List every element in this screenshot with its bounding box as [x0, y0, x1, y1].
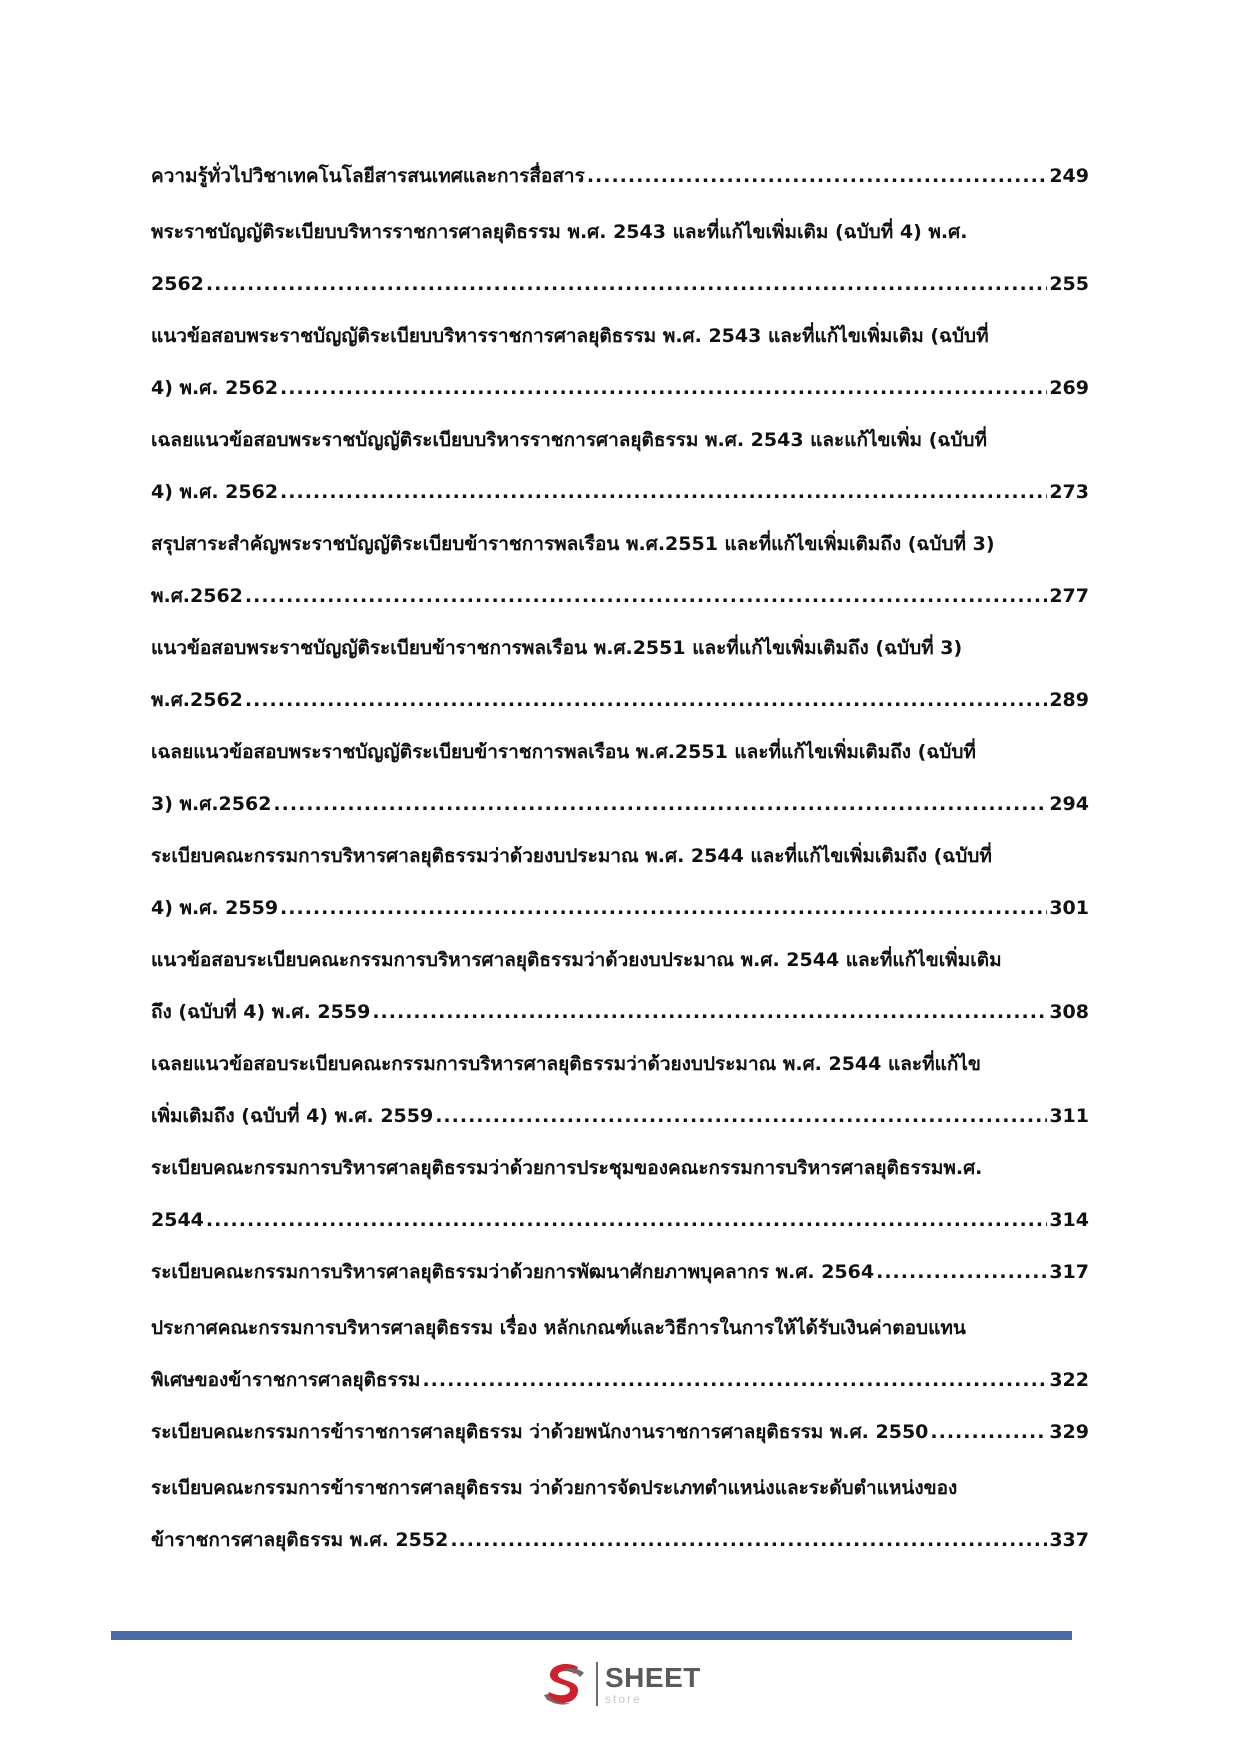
toc-entry-title-line: เฉลยแนวข้อสอบพระราชบัญญัติระเบียบบริหารราชการศาลยุติธรรม พ.ศ. 2543 และแก้ไขเพิ่ม (ฉบับที่: [151, 429, 987, 451]
toc-entry-title-line: 4) พ.ศ. 2559: [151, 897, 279, 919]
toc-entry[interactable]: [151, 726, 1089, 830]
toc-page-number: 277: [1049, 585, 1089, 607]
toc-entry-title-line: เฉลยแนวข้อสอบระเบียบคณะกรรมการบริหารศาลยุติธรรมว่าด้วยงบประมาณ พ.ศ. 2544 และที่แก้ไข: [151, 1053, 981, 1075]
toc-leader-dots: [280, 362, 1047, 414]
toc-leader-dots: [206, 258, 1047, 310]
logo-text: SHEET: [605, 1661, 701, 1693]
toc-entry[interactable]: [151, 1462, 1089, 1566]
toc-page-number: 273: [1049, 481, 1089, 503]
toc-entry-title-line: แนวข้อสอบระเบียบคณะกรรมการบริหารศาลยุติธรรมว่าด้วยงบประมาณ พ.ศ. 2544 และที่แก้ไขเพิ่มเติม: [151, 949, 1002, 971]
toc-entry-title-line: ระเบียบคณะกรรมการบริหารศาลยุติธรรมว่าด้วยการประชุมของคณะกรรมการบริหารศาลยุติธรรมพ.ศ.: [151, 1157, 983, 1179]
toc-leader-dots: [876, 1246, 1047, 1298]
toc-page-number: 314: [1049, 1209, 1089, 1231]
toc-page-number: 255: [1049, 273, 1089, 295]
toc-entry[interactable]: [151, 150, 1089, 204]
toc-leader-dots: [245, 570, 1047, 622]
toc-entry[interactable]: [151, 518, 1089, 622]
logo-separator: [596, 1662, 598, 1706]
sheet-store-logo: [540, 1656, 701, 1712]
toc-entry-title-line: พิเศษของข้าราชการศาลยุติธรรม: [151, 1369, 421, 1391]
toc-entry-title-line: 4) พ.ศ. 2562: [151, 377, 279, 399]
toc-entry-title-line: 3) พ.ศ.2562: [151, 793, 272, 815]
toc-page-number: 301: [1049, 897, 1089, 919]
toc-entry[interactable]: [151, 414, 1089, 518]
toc-entry[interactable]: [151, 1406, 1089, 1460]
toc-page-number: 329: [1049, 1421, 1089, 1443]
toc-page-number: 317: [1049, 1261, 1089, 1283]
toc-entry-title-line: 2562: [151, 273, 204, 295]
toc-leader-dots: [273, 778, 1047, 830]
logo-subtext: store: [605, 1691, 642, 1706]
toc-leader-dots: [206, 1194, 1047, 1246]
toc-page-number: 311: [1049, 1105, 1089, 1127]
toc-entry-title-line: พระราชบัญญัติระเบียบบริหารราชการศาลยุติธรรม พ.ศ. 2543 และที่แก้ไขเพิ่มเติม (ฉบับที่ 4) พ.ศ.: [151, 221, 968, 243]
toc-entry-title-line: เพิ่มเติมถึง (ฉบับที่ 4) พ.ศ. 2559: [151, 1105, 434, 1127]
toc-entry-title-line: ความรู้ทั่วไปวิชาเทคโนโลยีสารสนเทศและการสื่อสาร: [151, 165, 585, 187]
toc-page-number: 269: [1049, 377, 1089, 399]
toc-entry-title-line: ข้าราชการศาลยุติธรรม พ.ศ. 2552: [151, 1529, 449, 1551]
toc-entry[interactable]: [151, 1246, 1089, 1300]
toc-leader-dots: [930, 1406, 1047, 1458]
toc-entry[interactable]: [151, 1142, 1089, 1246]
toc-entry-title-line: ระเบียบคณะกรรมการข้าราชการศาลยุติธรรม ว่าด้วยพนักงานราชการศาลยุติธรรม พ.ศ. 2550: [151, 1421, 929, 1443]
toc-entry[interactable]: [151, 934, 1089, 1038]
toc-leader-dots: [280, 466, 1047, 518]
toc-entry[interactable]: [151, 206, 1089, 310]
toc-entry-title-line: สรุปสาระสำคัญพระราชบัญญัติระเบียบข้าราชการพลเรือน พ.ศ.2551 และที่แก้ไขเพิ่มเติมถึง (ฉบับที่ 3): [151, 533, 995, 555]
toc-page-number: 289: [1049, 689, 1089, 711]
toc-entry[interactable]: [151, 1038, 1089, 1142]
toc-entry-title-line: ระเบียบคณะกรรมการบริหารศาลยุติธรรมว่าด้วยงบประมาณ พ.ศ. 2544 และที่แก้ไขเพิ่มเติมถึง (ฉบับที่: [151, 845, 992, 867]
footer-rule: [111, 1631, 1072, 1640]
sheet-store-logo-icon: [540, 1659, 590, 1709]
toc-entry-title-line: เฉลยแนวข้อสอบพระราชบัญญัติระเบียบข้าราชการพลเรือน พ.ศ.2551 และที่แก้ไขเพิ่มเติมถึง (ฉบับที่: [151, 741, 976, 763]
toc-leader-dots: [372, 986, 1047, 1038]
toc-entry[interactable]: [151, 830, 1089, 934]
toc-page-number: 322: [1049, 1369, 1089, 1391]
toc-page-number: 294: [1049, 793, 1089, 815]
toc-leader-dots: [587, 150, 1048, 202]
toc-entry-title-line: ระเบียบคณะกรรมการบริหารศาลยุติธรรมว่าด้วยการพัฒนาศักยภาพบุคลากร พ.ศ. 2564: [151, 1261, 875, 1283]
toc-leader-dots: [245, 674, 1047, 726]
toc-entry-title-line: พ.ศ.2562: [151, 585, 243, 607]
toc-entry-title-line: ถึง (ฉบับที่ 4) พ.ศ. 2559: [151, 1001, 371, 1023]
toc-page-number: 249: [1049, 165, 1089, 187]
toc-entry-title-line: แนวข้อสอบพระราชบัญญัติระเบียบบริหารราชการศาลยุติธรรม พ.ศ. 2543 และที่แก้ไขเพิ่มเติม (ฉบับที่: [151, 325, 989, 347]
toc-entry[interactable]: [151, 310, 1089, 414]
table-of-contents: [151, 150, 1089, 1566]
toc-entry-title-line: ระเบียบคณะกรรมการข้าราชการศาลยุติธรรม ว่าด้วยการจัดประเภทตำแหน่งและระดับตำแหน่งของ: [151, 1477, 958, 1499]
toc-entry-title-line: พ.ศ.2562: [151, 689, 243, 711]
toc-leader-dots: [450, 1514, 1047, 1566]
toc-entry-title-line: แนวข้อสอบพระราชบัญญัติระเบียบข้าราชการพลเรือน พ.ศ.2551 และที่แก้ไขเพิ่มเติมถึง (ฉบับที่ 3): [151, 637, 963, 659]
toc-leader-dots: [422, 1354, 1047, 1406]
toc-leader-dots: [435, 1090, 1047, 1142]
toc-entry-title-line: 4) พ.ศ. 2562: [151, 481, 279, 503]
toc-page-number: 308: [1049, 1001, 1089, 1023]
toc-page-number: 337: [1049, 1529, 1089, 1551]
toc-leader-dots: [280, 882, 1047, 934]
toc-entry[interactable]: [151, 1302, 1089, 1406]
toc-entry-title-line: 2544: [151, 1209, 204, 1231]
toc-entry-title-line: ประกาศคณะกรรมการบริหารศาลยุติธรรม เรื่อง หลักเกณฑ์และวิธีการในการให้ได้รับเงินค่าตอบแทน: [151, 1317, 966, 1339]
toc-entry[interactable]: [151, 622, 1089, 726]
